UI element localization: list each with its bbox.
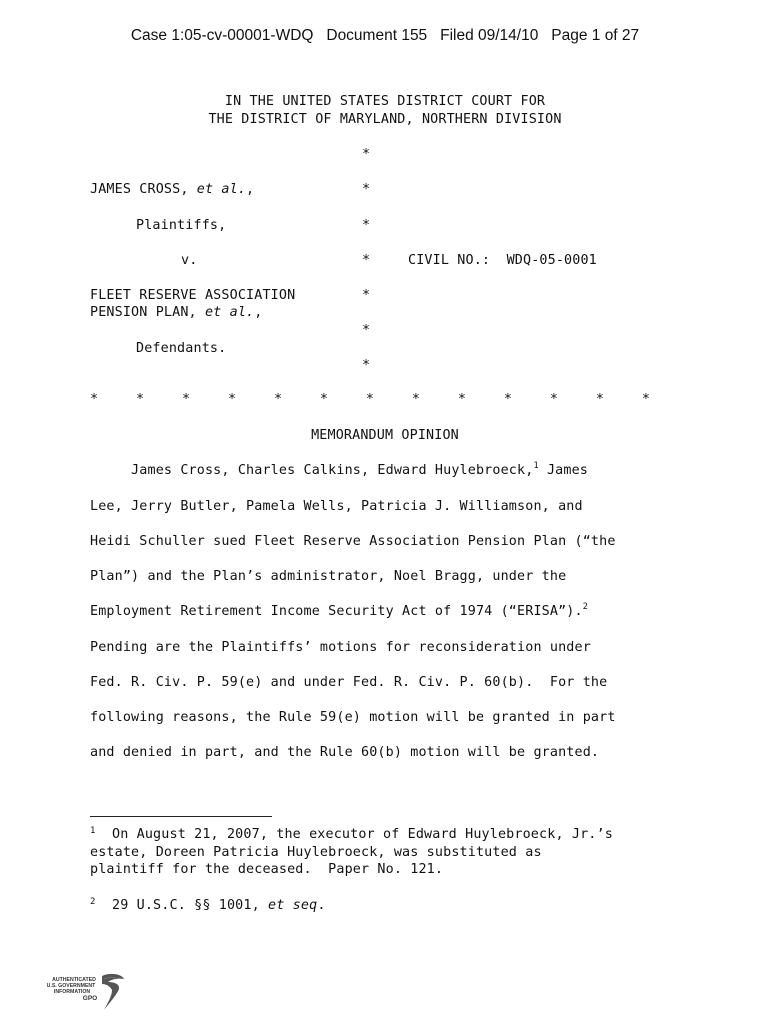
separator-star: * [641,392,650,407]
caption-star: * [362,253,371,268]
body-line: Plan”) and the Plan’s administrator, Noel Bragg, under the [90,569,567,584]
logo-text-line1: AUTHENTICATED [52,977,96,983]
plaintiff-name: JAMES CROSS, et al., [90,182,255,197]
footnote-ref[interactable]: 1 [533,461,539,471]
gpo-authentication-logo [44,970,134,1018]
footnote-2-line: $^2$ 29 U.S.C. §§ 1001, et seq. [90,897,326,913]
body-line: James Cross, Charles Calkins, Edward Huylebroeck,$^1$ James [90,461,589,478]
logo-text-line2: U.S. GOVERNMENT [46,983,96,989]
document-title: MEMORANDUM OPINION [311,428,459,443]
caption-star: * [362,218,371,233]
defendant-name-line2: PENSION PLAN, et al., [90,305,263,320]
separator-star: * [181,392,191,407]
caption-star: * [362,288,371,303]
defendant-name-line1: FLEET RESERVE ASSOCIATION [90,288,296,303]
logo-text-gpo: GPO [82,995,98,1002]
separator-star: * [135,392,145,407]
footnote-1-line: estate, Doreen Patricia Huylebroeck, was substituted as [90,845,542,860]
versus-label: v. [181,253,198,268]
defendants-label: Defendants. [136,341,227,356]
footnote-ref[interactable]: 2 [582,602,588,612]
caption-separator-row [90,392,650,407]
separator-star: * [503,392,512,407]
footnote-1-line: plaintiff for the deceased. Paper No. 121. [90,862,444,877]
caption-star: * [362,358,371,373]
civil-number: CIVIL NO.: WDQ-05-0001 [408,253,597,268]
footnote-number: 2 [90,897,96,907]
separator-star: * [457,392,466,407]
body-line: Lee, Jerry Butler, Pamela Wells, Patricia J. Williamson, and [90,499,583,514]
separator-star: * [90,392,99,407]
body-line: Pending are the Plaintiffs’ motions for reconsideration under [90,640,591,655]
court-name-line2: THE DISTRICT OF MARYLAND, NORTHERN DIVISION [208,112,562,127]
separator-star: * [227,392,237,407]
separator-star: * [273,392,282,407]
court-name-line1: IN THE UNITED STATES DISTRICT COURT FOR [224,94,546,109]
case-header: Case 1:05-cv-00001-WDQ Document 155 Filed 09/14/10 Page 1 of 27 [130,27,640,44]
footnote-1-line: $^1$ On August 21, 2007, the executor of Edward Huylebroeck, Jr.’s [90,826,613,842]
body-line: and denied in part, and the Rule 60(b) motion will be granted. [90,745,600,760]
body-line: Employment Retirement Income Security Act of 1974 (“ERISA”).$^2$ [90,602,588,619]
body-line: following reasons, the Rule 59(e) motion will be granted in part [90,710,616,725]
separator-star: * [549,392,558,407]
eagle-icon [102,974,124,1010]
caption-star: * [362,182,371,197]
logo-text-line3: INFORMATION [53,989,91,995]
caption-star: * [362,147,371,162]
separator-star: * [319,392,328,407]
body-line: Fed. R. Civ. P. 59(e) and under Fed. R. Civ. P. 60(b). For the [90,675,608,690]
caption-star: * [362,323,371,338]
separator-star: * [595,392,604,407]
plaintiffs-label: Plaintiffs, [136,218,227,233]
footnote-number: 1 [90,826,96,836]
footnote-divider [90,816,272,817]
separator-star: * [411,392,420,407]
body-line: Heidi Schuller sued Fleet Reserve Association Pension Plan (“the [90,534,616,549]
separator-star: * [365,392,374,407]
